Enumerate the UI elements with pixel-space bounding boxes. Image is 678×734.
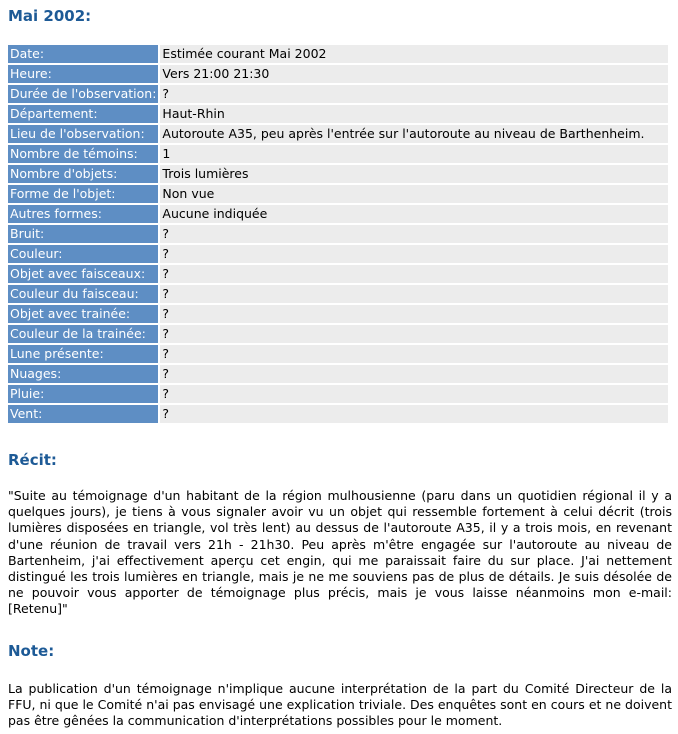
field-value: ? [160,305,668,323]
field-label: Couleur du faisceau: [8,285,158,303]
field-label: Lieu de l'observation: [8,125,158,143]
field-label: Couleur: [8,245,158,263]
table-row [8,325,668,343]
field-value: ? [160,285,668,303]
field-label: Objet avec trainée: [8,305,158,323]
field-value: ? [160,265,668,283]
field-value: ? [160,365,668,383]
table-row [8,165,668,183]
table-row [8,405,668,423]
field-value: Estimée courant Mai 2002 [160,45,668,63]
field-label: Nuages: [8,365,158,383]
table-row [8,265,668,283]
field-value: ? [160,405,668,423]
table-row [8,285,668,303]
field-label: Bruit: [8,225,158,243]
table-row [8,145,668,163]
table-row [8,65,668,83]
table-row [8,305,668,323]
field-value: Aucune indiquée [160,205,668,223]
field-value: ? [160,325,668,343]
field-label: Pluie: [8,385,158,403]
table-row [8,45,668,63]
table-row [8,85,668,103]
field-value: ? [160,85,668,103]
table-row [8,185,668,203]
field-value: 1 [160,145,668,163]
field-value: Autoroute A35, peu après l'entrée sur l'autoroute au niveau de Barthenheim. [160,125,668,143]
table-row [8,225,668,243]
table-row [8,345,668,363]
table-row [8,125,668,143]
note-text: La publication d'un témoignage n'implique aucune interprétation de la part du Comité Directeur de la FFU, ni que le Comité n'ai pas envisagé une explication triviale. Des enquêtes sont en cours et ne doivent pas être gênées la communication d'interprétations possibles pour le moment. [8,681,672,729]
observation-table [6,43,670,425]
field-label: Nombre d'objets: [8,165,158,183]
field-label: Heure: [8,65,158,83]
field-label: Forme de l'objet: [8,185,158,203]
recit-heading: Récit: [8,451,57,469]
field-label: Lune présente: [8,345,158,363]
field-value: ? [160,245,668,263]
field-label: Autres formes: [8,205,158,223]
field-value: ? [160,345,668,363]
field-label: Vent: [8,405,158,423]
table-row [8,385,668,403]
field-value: Non vue [160,185,668,203]
field-label: Couleur de la trainée: [8,325,158,343]
field-label: Date: [8,45,158,63]
date-heading: Mai 2002: [8,7,92,25]
field-value: Haut-Rhin [160,105,668,123]
table-row [8,365,668,383]
recit-text: "Suite au témoignage d'un habitant de la région mulhousienne (paru dans un quotidien régional il y a quelques jours), je tiens à vous signaler avoir vu un objet qui ressemble fortement à celui décrit (trois lumières disposées en triangle, vol très lent) au dessus de l'autoroute A35, il y a trois mois, en revenant d'une réunion de travail vers 21h - 21h30. Peu après m'être engagée sur l'autoroute au niveau de Bartenheim, j'ai effectivement aperçu cet engin, qui me paraissait faire du sur place. J'ai nettement distingué les trois lumières en triangle, mais je ne me souviens pas de plus de détails. Je suis désolée de ne pouvoir vous apporter de témoignage plus précis, mais je vous laisse néanmoins mon e-mail: [Retenu]" [8,488,672,617]
field-label: Département: [8,105,158,123]
field-label: Durée de l'observation: [10,86,157,101]
field-value: ? [160,225,668,243]
table-row [8,245,668,263]
note-heading: Note: [8,642,55,660]
field-value: Vers 21:00 21:30 [160,65,668,83]
table-row [8,205,668,223]
field-label: Nombre de témoins: [8,145,158,163]
field-label: Objet avec faisceaux: [8,265,158,283]
field-value: ? [160,385,668,403]
table-row [8,105,668,123]
field-value: Trois lumières [160,165,668,183]
